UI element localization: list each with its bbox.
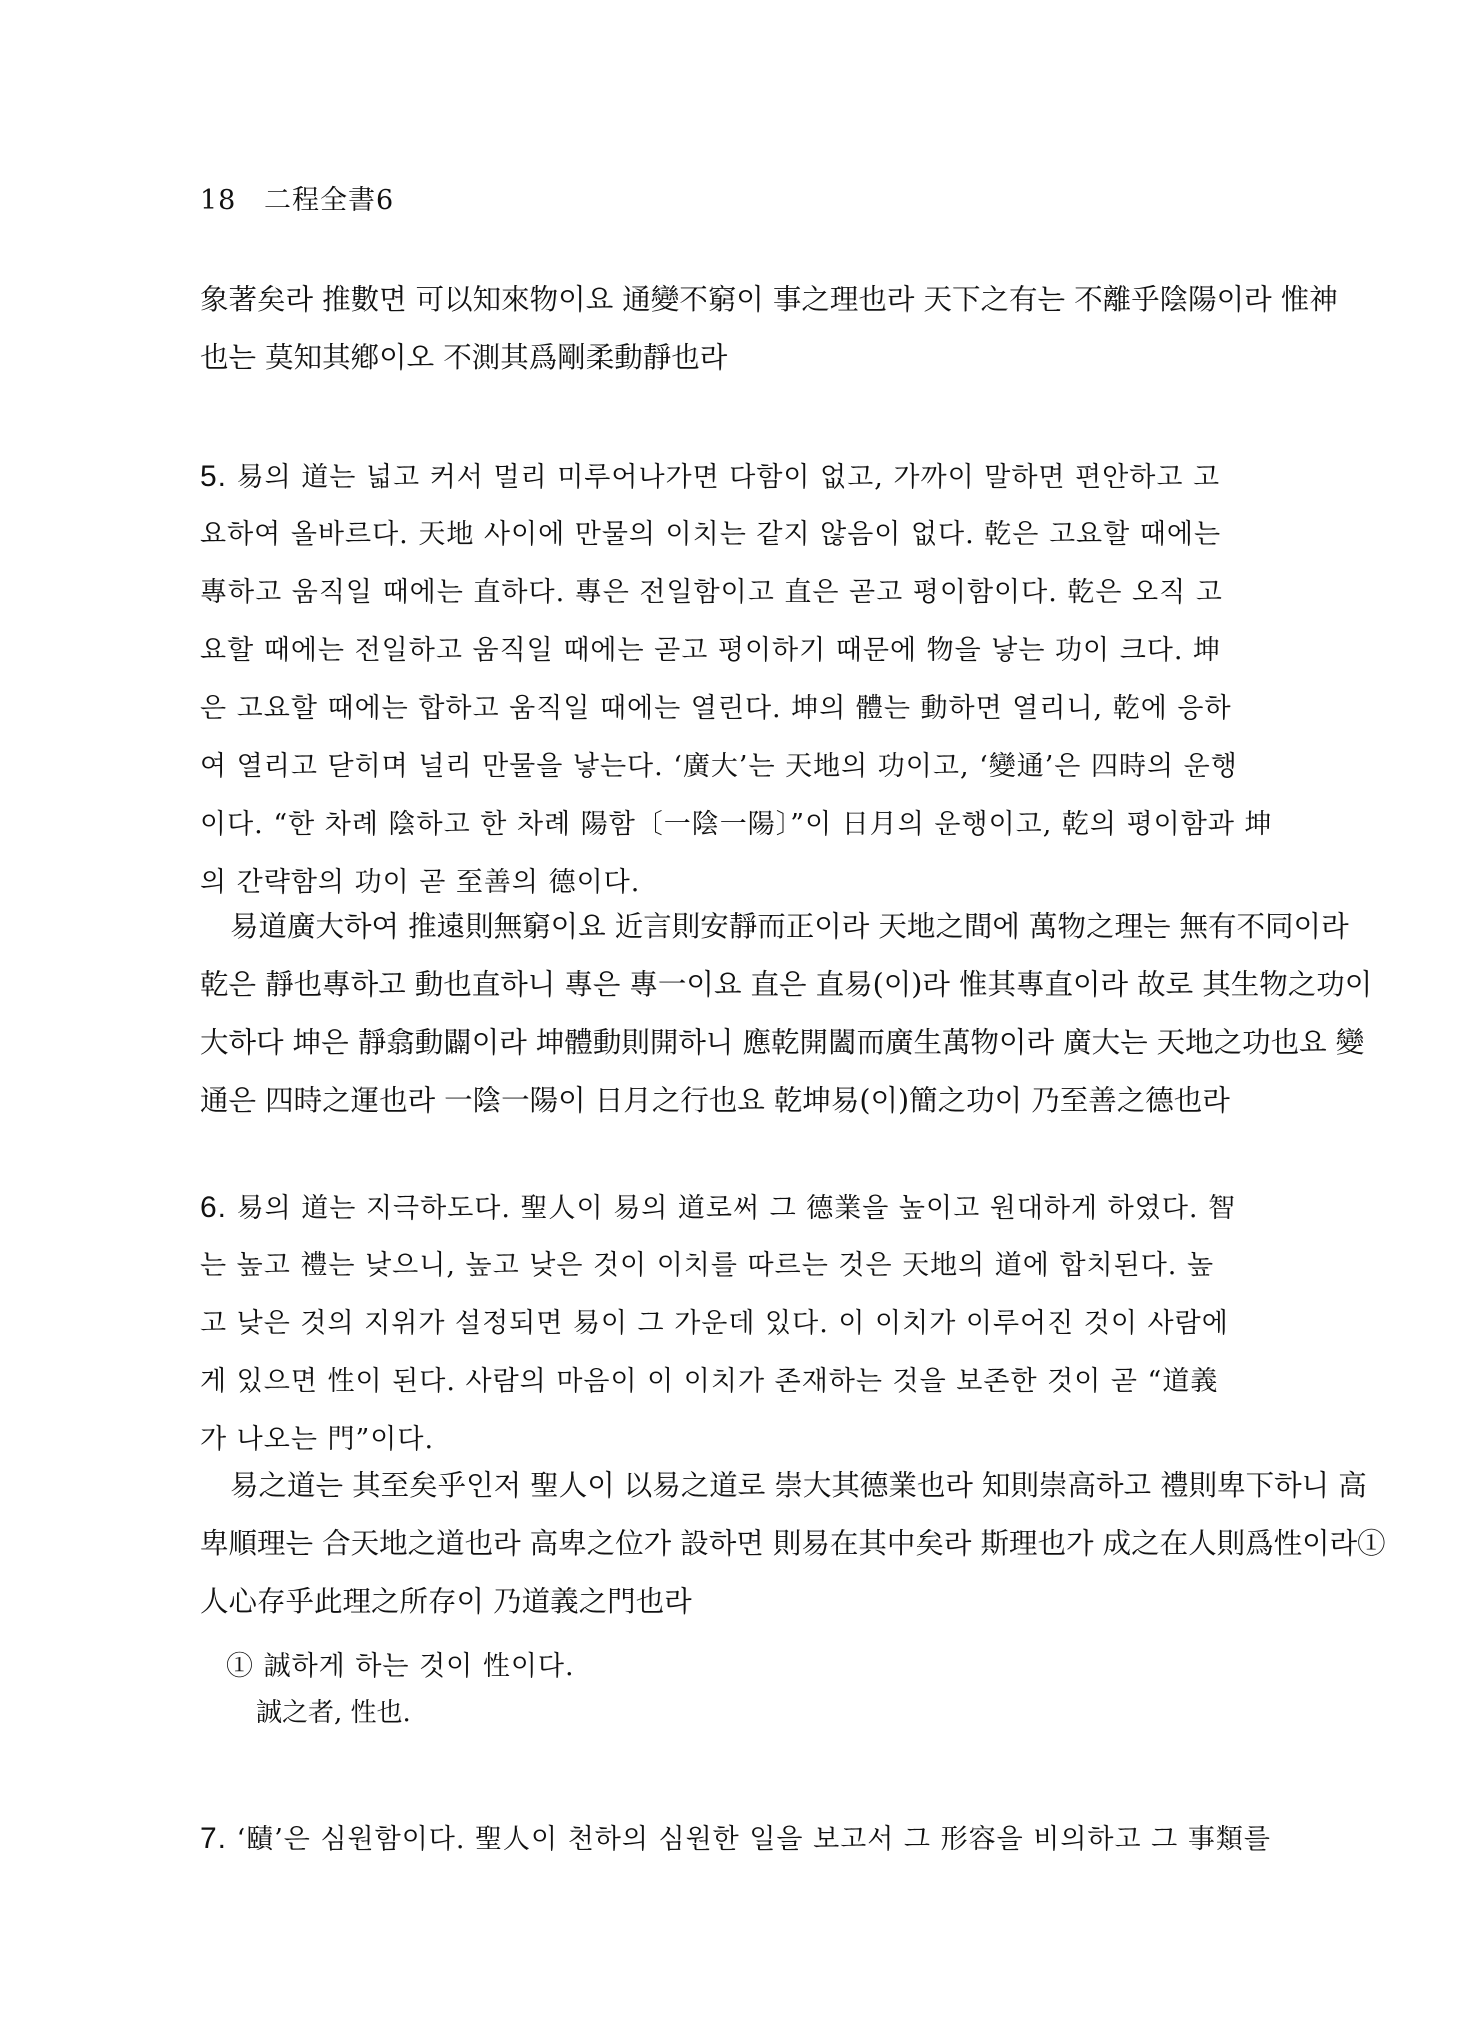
text-line: 7. ‘賾’은 심원함이다. 聖人이 천하의 심원한 일을 보고서 그 形容을 비의하고 그 事類를 xyxy=(200,1822,1271,1855)
text-line: 여 열리고 닫히며 널리 만물을 낳는다. ‘廣大’는 天地의 功이고, ‘變通’은 四時의 운행 xyxy=(200,751,1238,782)
text-line: 大하다 坤은 靜翕動闢이라 坤體動則開하니 應乾開闔而廣生萬物이라 廣大는 天地之功也요 變 xyxy=(200,1026,1365,1059)
text-line: 5. 易의 道는 넓고 커서 멀리 미루어나가면 다함이 없고, 가까이 말하면 편안하고 고 xyxy=(200,460,1221,493)
section-number: 6. xyxy=(200,1191,228,1224)
text-line: 요할 때에는 전일하고 움직일 때에는 곧고 평이하기 때문에 物을 낳는 功이 크다. 坤 xyxy=(200,635,1222,666)
footnote-original: 誠之者, 性也. xyxy=(256,1698,411,1728)
section-number: 7. xyxy=(200,1822,228,1855)
text-line: 卑順理는 合天地之道也라 高卑之位가 設하면 則易在其中矣라 斯理也가 成之在人則爲性이라① xyxy=(200,1527,1386,1560)
text-line: 易之道는 其至矣乎인저 聖人이 以易之道로 崇大其德業也라 知則崇高하고 禮則卑下하니 高 xyxy=(230,1469,1367,1502)
section-5-translation xyxy=(200,448,1295,912)
text-line: 人心存乎此理之所存이 乃道義之門也라 xyxy=(200,1585,692,1618)
section-6-classical xyxy=(200,1457,1386,1631)
text-line: 乾은 靜也專하고 動也直하니 專은 專一이요 直은 直易(이)라 惟其專直이라 故로 其生物之功이 xyxy=(200,968,1373,1001)
text-line: 易道廣大하여 推遠則無窮이요 近言則安靜而正이라 天地之間에 萬物之理는 無有不同이라 xyxy=(230,910,1349,943)
text-line: 이다. “한 차례 陰하고 한 차례 陽함〔一陰一陽〕”이 日月의 운행이고, 乾의 평이함과 坤 xyxy=(200,809,1273,840)
top-classical-paragraph xyxy=(200,271,1338,387)
text-line: 가 나오는 門”이다. xyxy=(200,1424,435,1455)
text-line: 고 낮은 것의 지위가 설정되면 易이 그 가운데 있다. 이 이치가 이루어진 것이 사람에 xyxy=(200,1308,1229,1339)
footnote-translation: ① 誠하게 하는 것이 性이다. xyxy=(226,1651,575,1682)
text-line: 는 높고 禮는 낮으니, 높고 낮은 것이 이치를 따르는 것은 天地의 道에 합치된다. 높 xyxy=(200,1250,1215,1281)
section-5-classical xyxy=(200,898,1373,1130)
text-line: 의 간략함의 功이 곧 至善의 德이다. xyxy=(200,867,641,898)
section-number: 5. xyxy=(200,460,228,493)
text-line: 6. 易의 道는 지극하도다. 聖人이 易의 道로써 그 德業을 높이고 원대하게 하였다. 智 xyxy=(200,1191,1237,1224)
text-line: 게 있으면 性이 된다. 사람의 마음이 이 이치가 존재하는 것을 보존한 것이 곧 “道義 xyxy=(200,1366,1219,1397)
footnote xyxy=(226,1643,575,1737)
section-6-translation xyxy=(200,1179,1295,1469)
text-line: 요하여 올바르다. 天地 사이에 만물의 이치는 같지 않음이 없다. 乾은 고요할 때에는 xyxy=(200,519,1222,550)
text-line: 專하고 움직일 때에는 直하다. 專은 전일함이고 直은 곧고 평이함이다. 乾은 오직 고 xyxy=(200,577,1223,608)
text-line: 은 고요할 때에는 합하고 움직일 때에는 열린다. 坤의 體는 動하면 열리니, 乾에 응하 xyxy=(200,693,1232,724)
section-7-translation xyxy=(200,1810,1295,1868)
page-number: 18 xyxy=(200,185,237,216)
text-line: 象著矣라 推數면 可以知來物이요 通變不窮이 事之理也라 天下之有는 不離乎陰陽이라 惟神 xyxy=(200,283,1338,316)
text-line: 通은 四時之運也라 一陰一陽이 日月之行也요 乾坤易(이)簡之功이 乃至善之德也라 xyxy=(200,1084,1230,1117)
book-title: 二程全書6 xyxy=(263,185,395,216)
text-line: 也는 莫知其鄕이오 不測其爲剛柔動靜也라 xyxy=(200,341,728,374)
running-header xyxy=(200,178,394,217)
